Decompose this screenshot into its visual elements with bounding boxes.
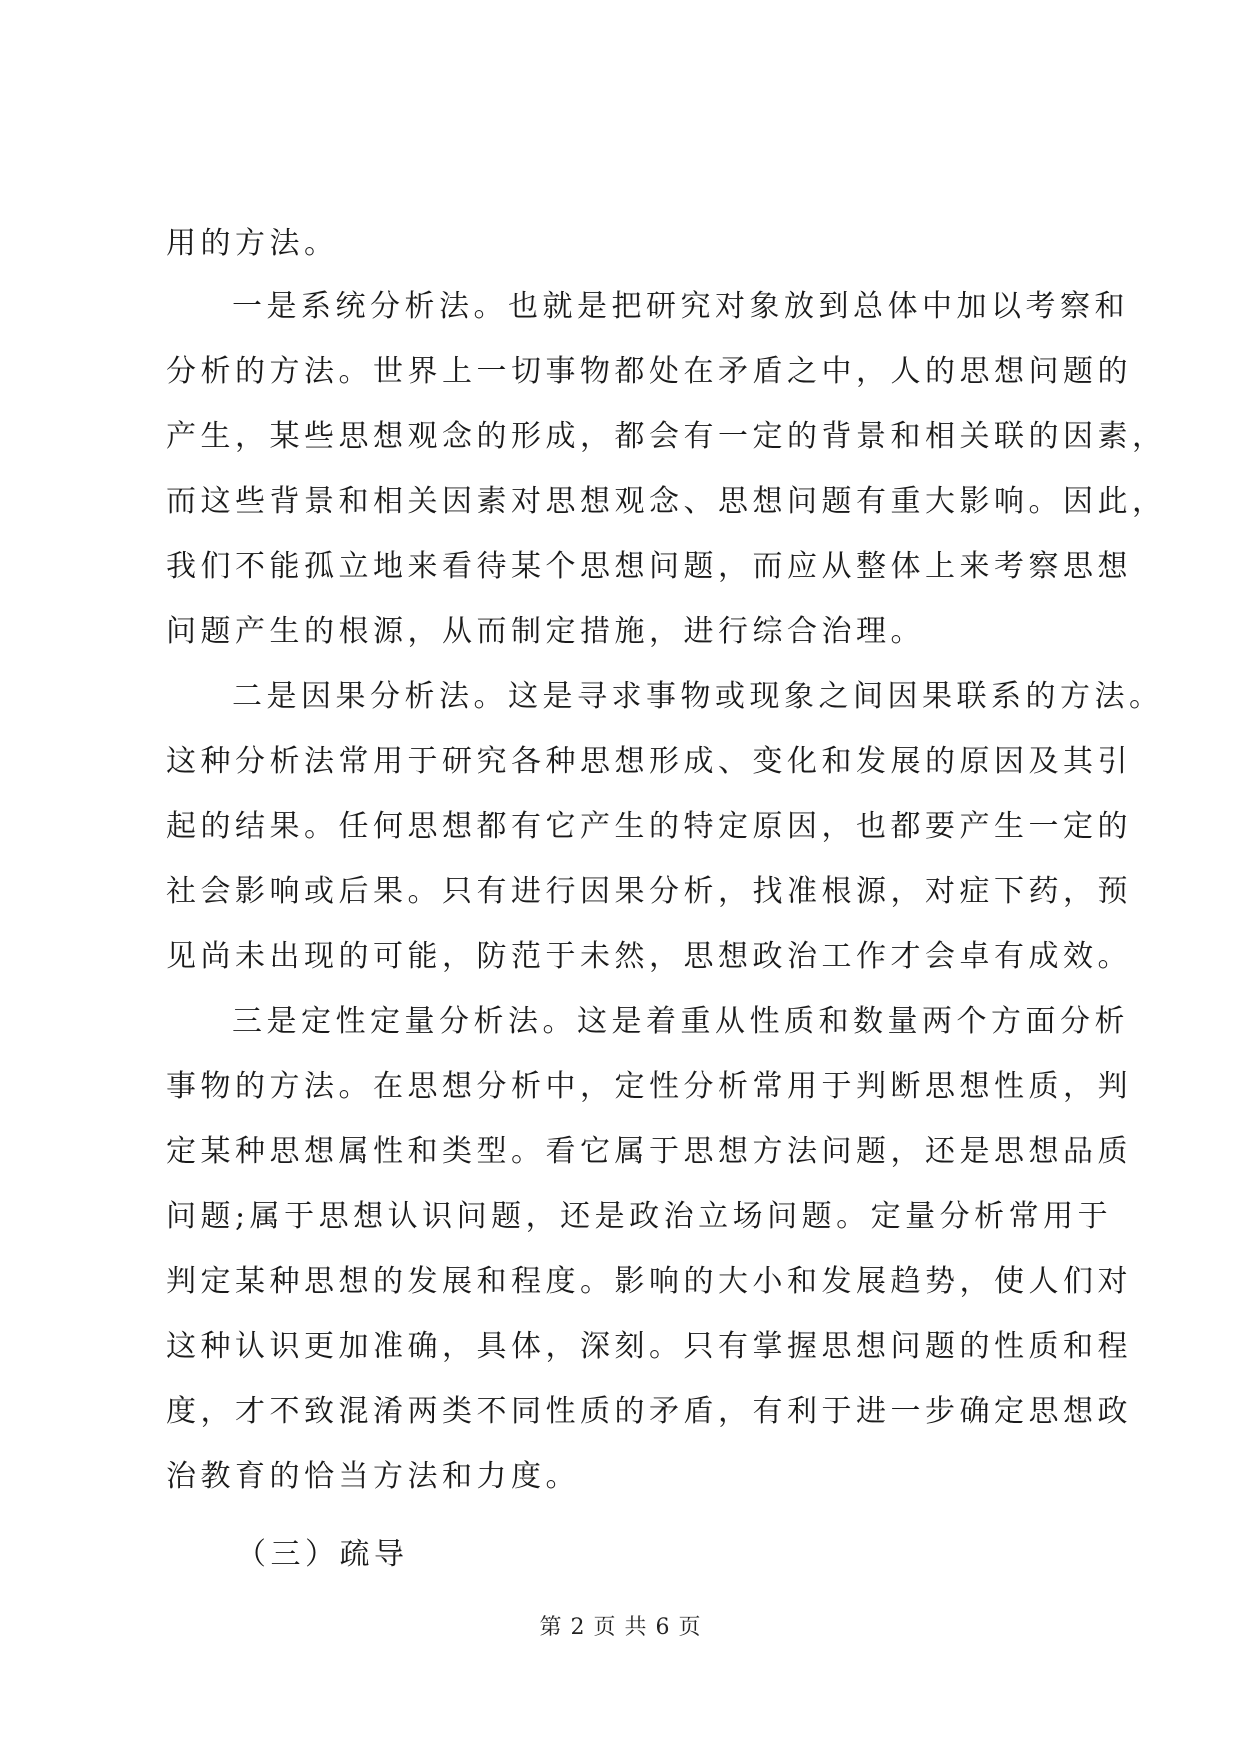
text-line: 我们不能孤立地来看待某个思想问题，而应从整体上来考察思想 (166, 549, 1132, 584)
text-line: 问题产生的根源，从而制定措施，进行综合治理。 (166, 614, 925, 649)
text-line: 治教育的恰当方法和力度。 (166, 1459, 580, 1494)
text-line: 度，才不致混淆两类不同性质的矛盾，有利于进一步确定思想政 (166, 1394, 1132, 1429)
text-line: 判定某种思想的发展和程度。影响的大小和发展趋势，使人们对 (166, 1264, 1132, 1299)
text-line: 事物的方法。在思想分析中，定性分析常用于判断思想性质，判 (166, 1069, 1132, 1104)
text-line: 二是因果分析法。这是寻求事物或现象之间因果联系的方法。 (232, 679, 1164, 714)
page-number-footer: 第 2 页 共 6 页 (539, 1615, 702, 1640)
text-line: 这种分析法常用于研究各种思想形成、变化和发展的原因及其引 (166, 744, 1132, 779)
text-line: 而这些背景和相关因素对思想观念、思想问题有重大影响。因此， (166, 484, 1167, 519)
text-line: 一是系统分析法。也就是把研究对象放到总体中加以考察和 (232, 289, 1129, 324)
text-line: 定某种思想属性和类型。看它属于思想方法问题，还是思想品质 (166, 1134, 1132, 1169)
section-heading: （三）疏导 (236, 1537, 409, 1572)
text-line: 产生，某些思想观念的形成，都会有一定的背景和相关联的因素， (166, 419, 1167, 454)
text-line: 分析的方法。世界上一切事物都处在矛盾之中，人的思想问题的 (166, 354, 1132, 389)
text-line: 问题;属于思想认识问题，还是政治立场问题。定量分析常用于 (166, 1199, 1113, 1234)
text-line: 三是定性定量分析法。这是着重从性质和数量两个方面分析 (232, 1004, 1129, 1039)
text-line: 起的结果。任何思想都有它产生的特定原因，也都要产生一定的 (166, 809, 1132, 844)
text-line: 见尚未出现的可能，防范于未然，思想政治工作才会卓有成效。 (166, 939, 1132, 974)
text-line: 这种认识更加准确，具体，深刻。只有掌握思想问题的性质和程 (166, 1329, 1132, 1364)
text-line: 用的方法。 (166, 226, 339, 261)
text-line: 社会影响或后果。只有进行因果分析，找准根源，对症下药，预 (166, 874, 1132, 909)
